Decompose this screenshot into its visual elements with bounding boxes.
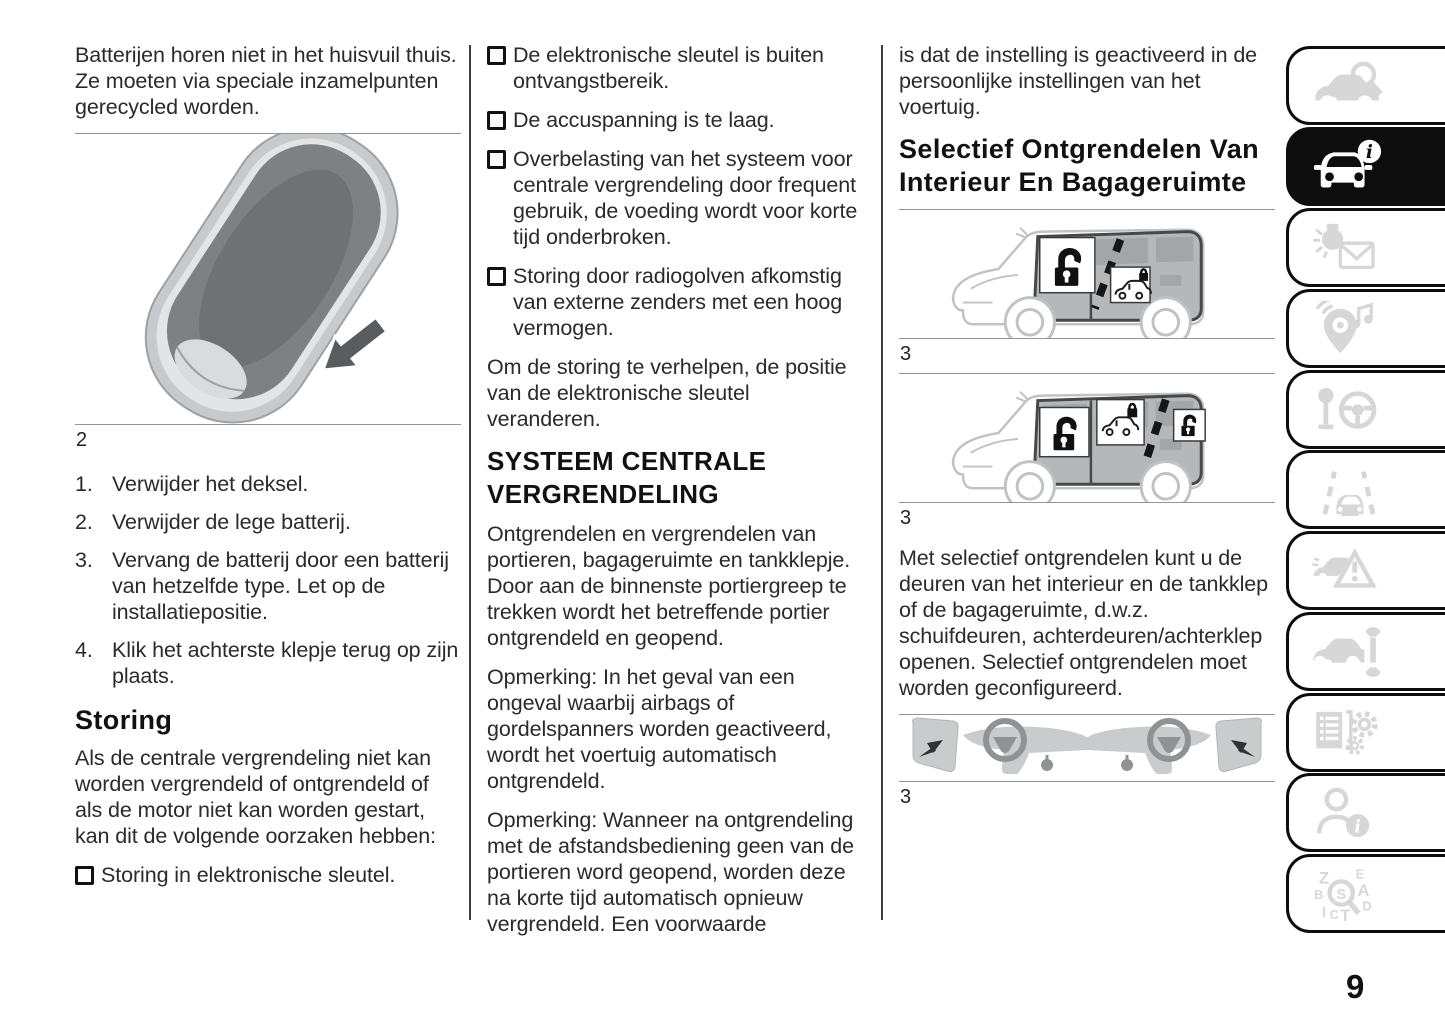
navigation-media-pin-icon bbox=[1311, 301, 1385, 357]
storing-heading: Storing bbox=[75, 705, 173, 735]
van-selective-unlock-figure-2 bbox=[899, 373, 1275, 503]
list-item: 4. Klik het achterste klepje terug op zijn plaats. bbox=[75, 638, 459, 688]
list-item: Storing in elektronische sleutel. bbox=[75, 862, 461, 888]
sidebar-tab-driver-assistance[interactable] bbox=[1286, 450, 1445, 529]
sidebar-tab-emergency[interactable] bbox=[1286, 531, 1445, 610]
square-bullet-icon bbox=[487, 46, 506, 60]
list-item: 1. Verwijder het deksel. bbox=[75, 472, 309, 496]
square-bullet-icon bbox=[75, 866, 94, 880]
specifications-gears-icon bbox=[1311, 707, 1385, 759]
list-item: De accuspanning is te laag. bbox=[487, 107, 867, 133]
car-info-icon bbox=[1311, 139, 1385, 195]
svg-text:D: D bbox=[1362, 898, 1372, 913]
column-3 bbox=[899, 42, 1275, 808]
svg-text:E: E bbox=[1355, 867, 1365, 882]
customer-info-person-icon bbox=[1311, 787, 1385, 839]
list-item: 3. Vervang de batterij door een batterij van hetzelfde type. Let op de installatiepositie. bbox=[75, 548, 449, 624]
note-relock-paragraph: Opmerking: Wanneer na ontgrendeling met de afstandsbediening geen van de portieren word geopend, worden deze na korte tijd automatisch opnieuw vergrendeld. Een voorwaarde bbox=[487, 808, 854, 936]
figure-label: 3 bbox=[900, 786, 912, 808]
car-lane-markings-icon bbox=[1311, 464, 1385, 516]
sidebar-tab-customer-info[interactable] bbox=[1286, 773, 1445, 852]
column-divider bbox=[881, 45, 883, 920]
note-airbag-paragraph: Opmerking: In het geval van een ongeval waarbij airbags of gordelspanners worden geactiveerd, wordt het voertuig automatisch ontgrendeld. bbox=[487, 665, 832, 793]
list-item: 2. Verwijder de lege batterij. bbox=[75, 510, 351, 534]
list-item: Storing door radiogolven afkomstig van externe zenders met een hoog vermogen. bbox=[487, 263, 867, 341]
sidebar-tab-index[interactable] bbox=[1286, 854, 1445, 933]
svg-text:i: i bbox=[1365, 141, 1373, 163]
sidebar-tab-lights-messages[interactable] bbox=[1286, 208, 1445, 287]
key-fob-illustration bbox=[75, 134, 461, 424]
dashboard-illustration bbox=[899, 715, 1275, 781]
gearshift-steering-wheel-icon bbox=[1311, 384, 1385, 436]
svg-text:I: I bbox=[1321, 904, 1326, 921]
svg-text:Z: Z bbox=[1319, 868, 1330, 887]
sidebar-tab-technical-data[interactable] bbox=[1286, 693, 1445, 772]
car-magnifier-icon bbox=[1311, 60, 1385, 112]
remedy-paragraph: Om de storing te verhelpen, de positie van de elektronische sleutel veranderen. bbox=[487, 355, 847, 431]
storing-paragraph: Als de centrale vergrendeling niet kan worden vergrendeld of ontgrendeld of als de motor niet kan worden gestart, kan dit de volgende oorzaken hebben: bbox=[75, 746, 436, 848]
warning-light-message-icon bbox=[1311, 222, 1385, 274]
svg-text:T: T bbox=[1340, 906, 1351, 922]
svg-text:B: B bbox=[1314, 887, 1324, 902]
car-emergency-triangle-icon bbox=[1311, 545, 1385, 597]
setting-activated-paragraph: is dat de instelling is geactiveerd in de persoonlijke instellingen van het voertuig. bbox=[899, 43, 1258, 119]
column-divider bbox=[469, 45, 471, 920]
svg-text:A: A bbox=[1357, 881, 1370, 900]
car-service-wrench-icon bbox=[1311, 626, 1385, 678]
van-illustration-1 bbox=[899, 210, 1275, 338]
dashboard-doors-figure bbox=[899, 714, 1275, 782]
square-bullet-icon bbox=[487, 267, 506, 281]
square-bullet-icon bbox=[487, 150, 506, 164]
central-locking-heading: SYSTEEM CENTRALE VERGRENDELING bbox=[487, 446, 767, 509]
battery-disposal-paragraph: Batterijen horen niet in het huisvuil thuis. Ze moeten via speciale inzamelpunten gerecycled worden. bbox=[75, 43, 457, 119]
page-number: 9 bbox=[1346, 968, 1365, 1005]
figure-label: 3 bbox=[900, 507, 912, 529]
key-fob-figure bbox=[75, 133, 461, 425]
van-illustration-2 bbox=[899, 374, 1275, 502]
selective-unlock-heading: Selectief Ontgrendelen Van Interieur En Bagageruimte bbox=[899, 134, 1260, 197]
svg-text:i: i bbox=[1354, 816, 1361, 837]
column-2 bbox=[487, 42, 867, 950]
column-1 bbox=[75, 42, 461, 901]
figure-label: 3 bbox=[900, 343, 912, 365]
sidebar-tab-vehicle-overview[interactable] bbox=[1286, 46, 1445, 125]
alphabetical-index-search-icon bbox=[1311, 866, 1385, 922]
svg-text:S: S bbox=[1336, 886, 1347, 903]
square-bullet-icon bbox=[487, 111, 506, 125]
sidebar-tab-maintenance[interactable] bbox=[1286, 612, 1445, 691]
central-locking-paragraph: Ontgrendelen en vergrendelen van portieren, bagageruimte en tankklepje. Door aan de binnenste portiergreep te trekken wordt het betreffende portier ontgrendeld en geopend. bbox=[487, 522, 851, 650]
figure-label: 2 bbox=[76, 429, 88, 451]
list-item: Overbelasting van het systeem voor centrale vergrendeling door frequent gebruik, de voeding wordt voor korte tijd onderbroken. bbox=[487, 146, 867, 250]
selective-unlock-paragraph: Met selectief ontgrendelen kunt u de deuren van het interieur en de tankklep of de bagageruimte, d.w.z. schuifdeuren, achterdeuren/achterklep openen. Selectief ontgrendelen moet worden geconfigureerd. bbox=[899, 546, 1269, 700]
sidebar-tab-navigation-media[interactable] bbox=[1286, 289, 1445, 368]
list-item: De elektronische sleutel is buiten ontvangstbereik. bbox=[487, 42, 867, 94]
battery-replacement-steps bbox=[75, 471, 461, 689]
van-selective-unlock-figure-1 bbox=[899, 209, 1275, 339]
svg-text:C: C bbox=[1329, 907, 1339, 922]
sidebar-tab-driving[interactable] bbox=[1286, 370, 1445, 449]
sidebar-tab-vehicle-info-active[interactable] bbox=[1286, 127, 1445, 206]
